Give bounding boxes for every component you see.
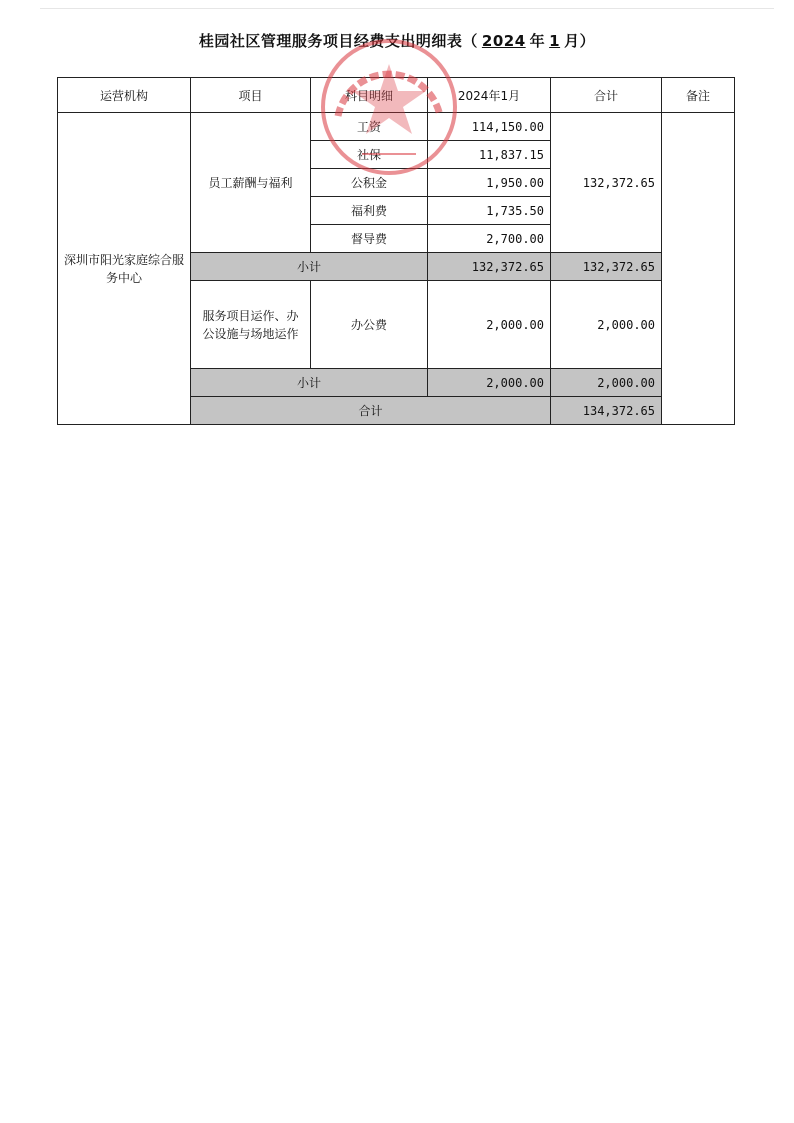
project-operations-cell: 服务项目运作、办公设施与场地运作 <box>191 281 311 369</box>
subtotal-label: 小计 <box>191 369 428 397</box>
group1-total-cell: 132,372.65 <box>551 113 662 253</box>
amount-cell: 11,837.15 <box>428 141 551 169</box>
title-year: 2024 <box>481 32 526 50</box>
subtotal-amount: 132,372.65 <box>428 253 551 281</box>
subject-cell: 督导费 <box>311 225 428 253</box>
title-month: 1 <box>549 32 561 50</box>
subject-cell: 社保 <box>311 141 428 169</box>
expense-table <box>57 77 735 425</box>
remark-cell <box>662 113 735 425</box>
subtotal-amount: 2,000.00 <box>428 369 551 397</box>
group2-total-cell: 2,000.00 <box>551 281 662 369</box>
project-salary-cell: 员工薪酬与福利 <box>191 113 311 253</box>
page-title <box>0 30 794 51</box>
table-row <box>58 113 735 141</box>
subtotal-total: 2,000.00 <box>551 369 662 397</box>
amount-cell: 1,950.00 <box>428 169 551 197</box>
title-close: ） <box>579 32 596 50</box>
grand-total-amount: 134,372.65 <box>551 397 662 425</box>
header-subject: 科目明细 <box>311 78 428 113</box>
amount-cell: 2,700.00 <box>428 225 551 253</box>
scan-edge-line <box>40 8 774 9</box>
subject-cell: 办公费 <box>311 281 428 369</box>
subject-cell: 工资 <box>311 113 428 141</box>
title-year-suffix: 年 <box>529 32 546 50</box>
amount-cell: 1,735.50 <box>428 197 551 225</box>
header-remark: 备注 <box>662 78 735 113</box>
title-prefix: 桂园社区管理服务项目经费支出明细表（ <box>198 32 478 50</box>
header-total: 合计 <box>551 78 662 113</box>
amount-cell: 2,000.00 <box>428 281 551 369</box>
header-period: 2024年1月 <box>428 78 551 113</box>
header-row <box>58 78 735 113</box>
title-month-suffix: 月 <box>564 32 580 50</box>
header-org: 运营机构 <box>58 78 191 113</box>
amount-cell: 114,150.00 <box>428 113 551 141</box>
org-name-cell: 深圳市阳光家庭综合服务中心 <box>58 113 191 425</box>
subtotal-label: 小计 <box>191 253 428 281</box>
header-project: 项目 <box>191 78 311 113</box>
subject-cell: 公积金 <box>311 169 428 197</box>
subtotal-total: 132,372.65 <box>551 253 662 281</box>
grand-total-label: 合计 <box>191 397 551 425</box>
subject-cell: 福利费 <box>311 197 428 225</box>
